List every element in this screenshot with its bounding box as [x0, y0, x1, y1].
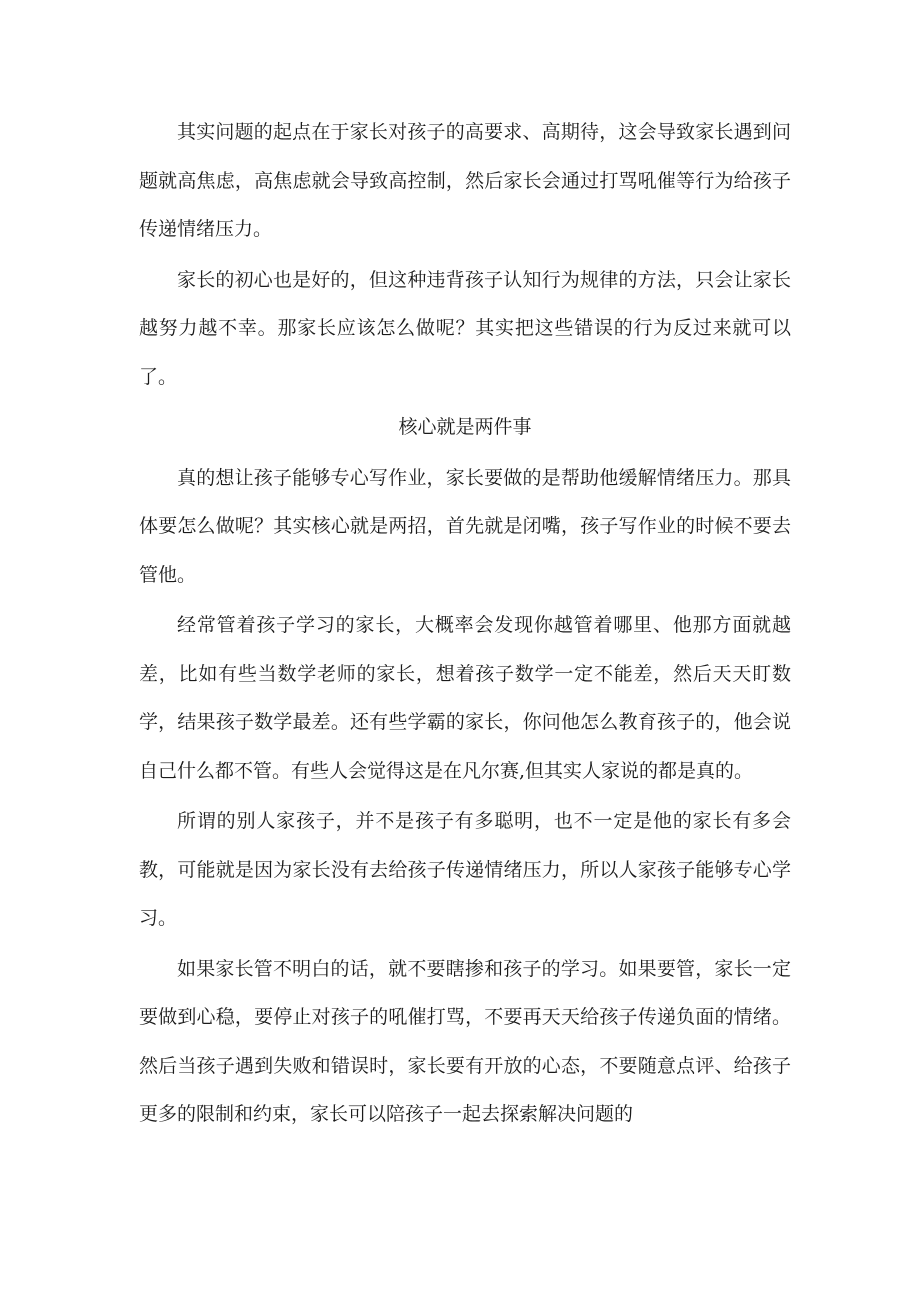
section-heading: 核心就是两件事	[398, 416, 532, 438]
paragraph-1: 其实问题的起点在于家长对孩子的高要求、高期待，这会导致家长遇到问题就高焦虑，高焦虑就会导致高控制，然后家长会通过打骂吼催等行为给孩子传递情绪压力。	[139, 121, 791, 240]
paragraph-6: 如果家长管不明白的话，就不要瞎掺和孩子的学习。如果要管，家长一定要做到心稳，要停止对孩子的吼催打骂，不要再天天给孩子传递负面的情绪。然后当孩子遇到失败和错误时，家长要有开放的心态，不要随意点评、给孩子更多的限制和约束，家长可以陪孩子一起去探索解决问题的	[139, 957, 791, 1125]
paragraph-3: 真的想让孩子能够专心写作业，家长要做的是帮助他缓解情绪压力。那具体要怎么做呢？其实核心就是两招，首先就是闭嘴，孩子写作业的时候不要去管他。	[139, 466, 791, 586]
paragraph-5: 所谓的别人家孩子，并不是孩子有多聪明，也不一定是他的家长有多会教，可能就是因为家长没有去给孩子传递情绪压力，所以人家孩子能够专心学习。	[139, 810, 791, 929]
paragraph-4: 经常管着孩子学习的家长，大概率会发现你越管着哪里、他那方面就越差，比如有些当数学老师的家长，想着孩子数学一定不能差，然后天天盯数学，结果孩子数学最差。还有些学霸的家长，你问他怎么教育孩子的，他会说自己什么都不管。有些人会觉得这是在凡尔赛,但其实人家说的都是真的。	[139, 614, 791, 782]
paragraph-2: 家长的初心也是好的，但这种违背孩子认知行为规律的方法，只会让家长越努力越不幸。那家长应该怎么做呢？其实把这些错误的行为反过来就可以了。	[139, 268, 791, 388]
document-page	[139, 108, 791, 1141]
